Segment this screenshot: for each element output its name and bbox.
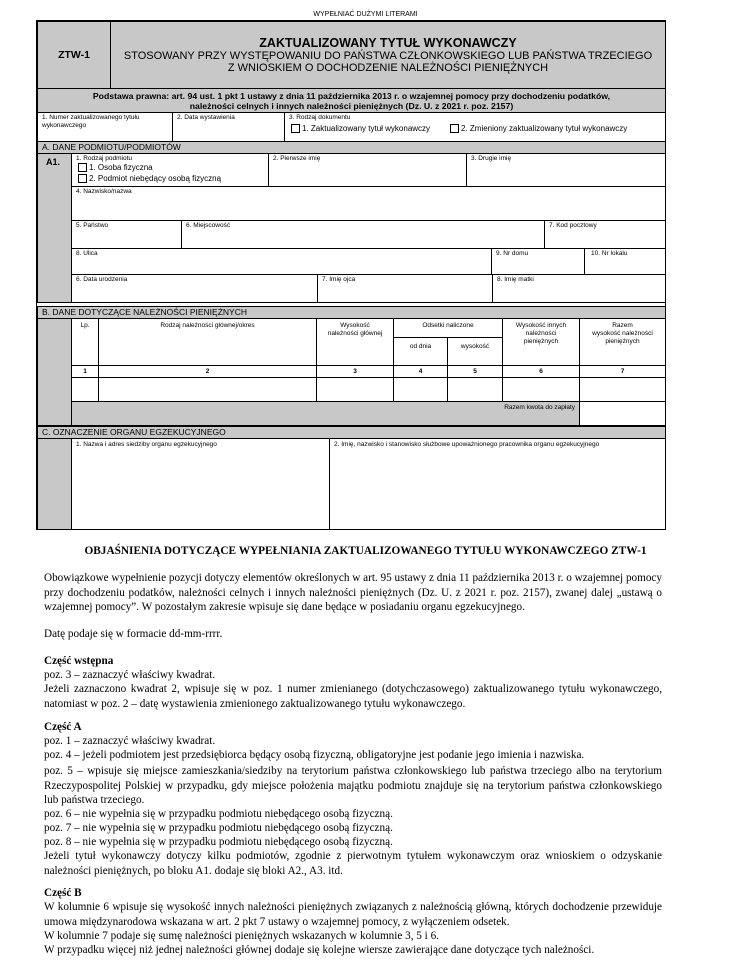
col-header-amount-1: Wysokość — [340, 322, 370, 329]
field-house-number[interactable] — [491, 248, 585, 275]
col-header-other-3: pieniężnych — [523, 338, 559, 345]
col-header-amount — [316, 318, 394, 366]
field-first-name[interactable] — [268, 153, 467, 187]
part-a-item-5: poz. 7 – nie wypełnia się w przypadku podmiotu niebędącego osobą fizyczną. — [44, 822, 393, 834]
part-b-item-1: W kolumnie 6 wpisuje się wysokość innych należności pieniężnych związanych z należnością główną, których dochodzenie przewiduje umowa międzynarodowa wskazana w art. 2 pkt 7 ustawy o wzajemnej pomocy, z wyłączeniem odsetek. — [44, 901, 662, 928]
field-second-name-label: 3. Drugie imię — [471, 155, 512, 162]
field-birth-date-label: 6. Data urodzenia — [76, 276, 128, 283]
part-a-item-3: poz. 5 – wpisuje się miejsce zamieszkania/siedziby na terytorium państwa członkowskiego lub państwa trzeciego albo na terytorium Rzeczypospolitej Polskiej w przypadku, gdy miejsce położenia majątku podmiotu znajduje się na terytorium państwa członkowskiego lub państwa trzeciego. — [44, 765, 662, 807]
entity-option-org[interactable] — [78, 174, 221, 183]
form-subtitle-2: Z WNIOSKIEM O DOCHODZENIE NALEŻNOŚCI PIENIĘŻNYCH — [227, 62, 549, 74]
row-amount-cell[interactable] — [316, 377, 394, 402]
field-house-number-label: 9. Nr domu — [496, 250, 529, 257]
field-surname-label: 4. Nazwisko/nazwa — [76, 188, 132, 195]
col-header-type-label: Rodzaj należności głównej/okres — [160, 322, 255, 329]
ztw-1-form — [36, 20, 666, 530]
field-mother-name-label: 8. Imię matki — [497, 276, 534, 283]
part-b-title: Część B — [44, 887, 82, 899]
explanations-title: OBJAŚNIENIA DOTYCZĄCE WYPEŁNIANIA ZAKTUALIZOWANEGO TYTUŁU WYKONAWCZEGO ZTW-1 — [84, 545, 647, 557]
field-authorized-employee-label: 2. Imię, nazwisko i stanowisko służbowe upoważnionego pracownika organu egzekucyjnego — [334, 441, 600, 448]
col-header-type — [98, 318, 317, 366]
col-header-total-1: Razem — [612, 322, 633, 329]
col-header-total-2: wysokość należności — [592, 330, 653, 337]
part-a-item-2: poz. 4 – jeżeli podmiotem jest przedsiębiorca będący osobą fizyczną, obligatoryjne jest podanie jego imienia i nazwiska. — [44, 749, 585, 761]
field-issue-date-label: 2. Data wystawienia — [177, 114, 235, 121]
form-title: ZAKTUALIZOWANY TYTUŁ WYKONAWCZY — [259, 36, 517, 50]
col-num-4-label: 4 — [418, 368, 423, 375]
part-a-item-6: poz. 8 – nie wypełnia się w przypadku podmiotu niebędącego osobą fizyczną. — [44, 836, 393, 848]
checkbox-org[interactable] — [78, 174, 87, 183]
col-header-total-3: pieniężnych — [605, 338, 640, 345]
form-title-cell — [110, 21, 666, 89]
field-enforcement-authority-label: 1. Nazwa i adres siedziby organu egzekucyjnego — [76, 441, 217, 448]
doc-type-option-2[interactable] — [450, 124, 627, 133]
part-intro-item-2: Jeżeli zaznaczono kwadrat 2, wpisuje się w poz. 1 numer zmienianego (dotychczasowego) zaktualizowanego tytułu wykonawczego, natomiast w poz. 2 – datę wystawienia zmienionego zaktualizowanego tytułu wykonawczego. — [44, 683, 662, 710]
row-interest-cell[interactable] — [447, 377, 503, 402]
col-header-lp — [71, 318, 99, 366]
part-a-item-1: poz. 1 – zaznaczyć właściwy kwadrat. — [44, 735, 216, 747]
col-num-2-label: 2 — [205, 368, 210, 375]
col-header-other-2: należności — [525, 330, 557, 337]
section-c-side — [37, 438, 72, 530]
field-birth-date[interactable] — [71, 274, 318, 303]
form-code: ZTW-1 — [58, 49, 90, 61]
checkbox-person[interactable] — [78, 163, 87, 172]
field-country-label: 5. Państwo — [76, 222, 109, 229]
field-authorized-employee[interactable] — [329, 438, 666, 530]
field-mother-name[interactable] — [492, 274, 666, 303]
checkbox-changed[interactable] — [450, 124, 459, 133]
col-header-from-date-label: od dnia — [409, 343, 432, 350]
part-a-title: Część A — [44, 721, 82, 733]
field-country[interactable] — [71, 220, 182, 249]
part-intro-item-1: poz. 3 – zaznaczyć właściwy kwadrat. — [44, 669, 216, 681]
intro-paragraph: Obowiązkowe wypełnienie pozycji dotyczy elementów określonych w art. 95 ustawy z dnia 11 października 2013 r. o wzajemnej pomocy przy dochodzeniu podatków, należności celnych i innych należności pieniężnych (Dz. U. z 2021 r. poz. 2157), zwanej dalej „ustawą o wzajemnej pomocy”. W pozostałym zakresie wpisuje się dane będące w posiadaniu organu egzekucyjnego. — [44, 572, 662, 614]
part-b-item-3: W przypadku więcej niż jednej należności głównej dodaje się kolejne wiersze zawierające dane dotyczące tych należności. — [44, 944, 595, 956]
part-a-item-4: poz. 6 – nie wypełnia się w przypadku podmiotu niebędącego osobą fizyczną. — [44, 808, 393, 820]
row-total-cell[interactable] — [579, 377, 666, 402]
field-street-label: 8. Ulica — [76, 250, 98, 257]
checkbox-updated[interactable] — [291, 124, 300, 133]
legal-basis-line-2: należności celnych i innych należności pieniężnych (Dz. U. z 2021 r. poz. 2157) — [189, 101, 514, 111]
part-b-item-2: W kolumnie 7 podaje się sumę należności pieniężnych wskazanych w kolumnie 3, 5 i 6. — [44, 930, 439, 942]
field-document-number-label: 1. Numer zaktualizowanego tytułu wykonawczego — [42, 114, 140, 129]
col-num-1-label: 1 — [83, 368, 87, 375]
row-from-date-cell[interactable] — [393, 377, 448, 402]
field-postal-code-label: 7. Kod pocztowy — [549, 222, 597, 229]
entity-option-org-label: 2. Podmiot niebędący osobą fizyczną — [89, 174, 222, 183]
entity-option-person[interactable] — [78, 163, 153, 172]
block-a1-label: A1. — [46, 157, 61, 167]
field-apartment-number[interactable] — [584, 248, 666, 275]
field-document-type — [284, 112, 666, 142]
field-apartment-number-label: 10. Nr lokalu — [591, 250, 628, 257]
form-subtitle-1: STOSOWANY PRZY WYSTĘPOWANIU DO PAŃSTWA CZŁONKOWSKIEGO LUB PAŃSTWA TRZECIEGO — [123, 50, 653, 62]
col-header-other-1: Wysokość innych — [515, 322, 567, 329]
col-header-interest — [393, 318, 503, 338]
field-enforcement-authority[interactable] — [71, 438, 330, 530]
col-num-7-label: 7 — [620, 368, 625, 375]
section-b-title: B. DANE DOTYCZĄCE NALEŻNOŚCI PIENIĘŻNYCH — [42, 307, 247, 317]
col-header-interest-amount — [447, 337, 503, 366]
block-a1-marker — [37, 153, 72, 303]
col-header-interest-label: Odsetki naliczone — [422, 322, 474, 329]
form-code-cell — [37, 21, 111, 89]
row-type-cell[interactable] — [98, 377, 317, 402]
field-first-name-label: 2. Pierwsze imię — [273, 155, 321, 162]
fill-instruction: WYPEŁNIAĆ DUŻYMI LITERAMI — [313, 11, 418, 18]
legal-basis — [37, 88, 666, 113]
field-entity-type-label: 1. Rodzaj podmiotu — [76, 155, 133, 162]
field-entity-type — [71, 153, 269, 187]
field-issue-date[interactable] — [172, 112, 285, 142]
doc-type-option-1[interactable] — [291, 124, 430, 133]
col-header-amount-2: należności głównej — [327, 330, 383, 337]
field-second-name[interactable] — [466, 153, 666, 187]
doc-type-option-1-label: 1. Zaktualizowany tytuł wykonawczy — [302, 124, 431, 133]
field-father-name-label: 7. Imię ojca — [322, 276, 356, 283]
field-surname[interactable] — [71, 186, 666, 221]
date-format-note: Datę podaje się w formacie dd-mm-rrrr. — [44, 628, 223, 640]
doc-type-option-2-label: 2. Zmieniony zaktualizowany tytuł wykonawczy — [461, 124, 628, 133]
col-header-interest-amount-label: wysokość — [460, 343, 490, 350]
legal-basis-line-1: Podstawa prawna: art. 94 ust. 1 pkt 1 ustawy z dnia 11 października 2013 r. o wzajemnej pomocy przy dochodzeniu podatków, — [92, 91, 611, 101]
col-header-other — [502, 318, 580, 366]
field-street[interactable] — [71, 248, 492, 275]
field-city-label: 6. Miejscowość — [186, 222, 231, 229]
col-num-6-label: 6 — [539, 368, 543, 375]
field-city[interactable] — [181, 220, 545, 249]
field-document-number[interactable] — [37, 112, 173, 142]
col-num-5-label: 5 — [473, 368, 477, 375]
field-document-type-label: 3. Rodzaj dokumentu — [289, 114, 351, 121]
total-amount-cell[interactable] — [579, 401, 666, 426]
section-a-title: A. DANE PODMIOTU/PODMIOTÓW — [42, 142, 181, 152]
col-header-from-date — [393, 337, 448, 366]
part-intro-title: Część wstępna — [44, 655, 114, 667]
col-header-lp-label: Lp. — [80, 322, 90, 329]
col-num-3-label: 3 — [353, 368, 357, 375]
total-label: Razem kwota do zapłaty — [504, 404, 575, 411]
section-c-title: C. OZNACZENIE ORGANU EGZEKUCYJNEGO — [42, 427, 226, 437]
entity-option-person-label: 1. Osoba fizyczna — [89, 163, 153, 172]
field-father-name[interactable] — [317, 274, 493, 303]
row-other-cell[interactable] — [502, 377, 580, 402]
section-b-side — [37, 318, 72, 426]
row-lp-cell[interactable] — [71, 377, 99, 402]
field-postal-code[interactable] — [544, 220, 666, 249]
part-a-item-7: Jeżeli tytuł wykonawczy dotyczy kilku podmiotów, zgodnie z pierwotnym tytułem wykonawczym oraz wnioskiem o odzyskanie należności pieniężnych, po bloku A1. dodaje się bloki A2., A3. itd. — [44, 850, 662, 877]
col-header-total — [579, 318, 666, 366]
total-label-cell — [71, 401, 580, 426]
